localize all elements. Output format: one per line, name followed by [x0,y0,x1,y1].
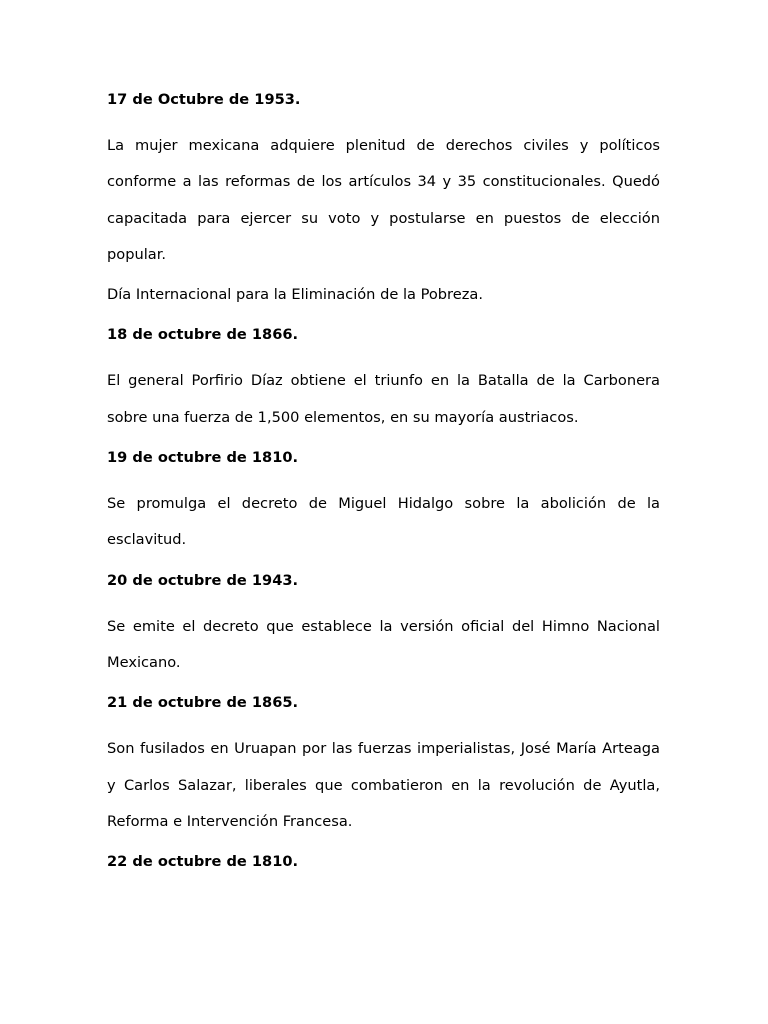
entry-paragraph: El general Porfirio Díaz obtiene el triunfo en la Batalla de la Carbonera sobre una fuerza de 1,500 elementos, en su mayoría austriacos. [107,372,660,426]
entry-date: 19 de octubre de 1810. [107,449,299,467]
entry-date: 22 de octubre de 1810. [107,853,299,871]
document-body [107,88,660,896]
entry-date: 17 de Octubre de 1953. [107,91,301,108]
entry-paragraph: Se emite el decreto que establece la versión oficial del Himno Nacional Mexicano. [107,617,660,671]
entry-date: 18 de octubre de 1866. [107,326,299,344]
entry-paragraph: Día Internacional para la Eliminación de la Pobreza. [107,286,483,304]
entry-date: 21 de octubre de 1865. [107,694,299,712]
entry-date: 20 de octubre de 1943. [107,571,299,589]
entry-paragraph: La mujer mexicana adquiere plenitud de derechos civiles y políticos conforme a las reformas de los artículos 34 y 35 constitucionales. Quedó capacitada para ejercer su voto y postularse en puestos de elección popular. [107,137,660,263]
entry-paragraph: Son fusilados en Uruapan por las fuerzas imperialistas, José María Arteaga y Carlos Salazar, liberales que combatieron en la revolución de Ayutla, Reforma e Intervención Francesa. [107,740,660,830]
entry-paragraph: Se promulga el decreto de Miguel Hidalgo sobre la abolición de la esclavitud. [107,495,660,549]
